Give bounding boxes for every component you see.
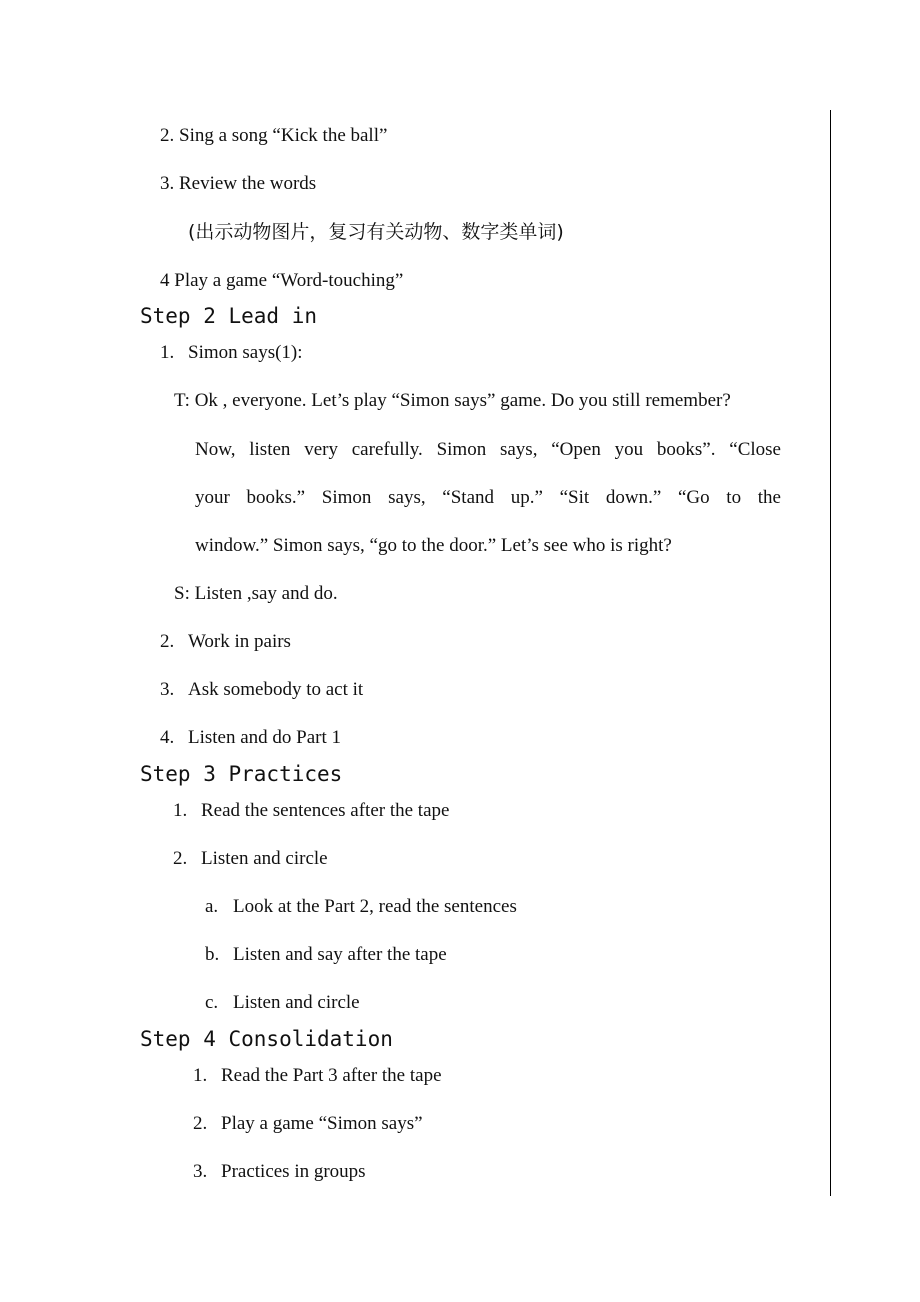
step3-item-1 xyxy=(173,799,449,823)
teacher-line-3: your books.” Simon says, “Stand up.” “Sit down.” “Go to the xyxy=(195,487,781,508)
step1-item-review: 3. Review the words xyxy=(160,173,317,194)
list-number: 1. xyxy=(160,342,175,363)
list-text: Work in pairs xyxy=(188,631,291,652)
list-number: 2. xyxy=(193,1113,208,1134)
step3-heading: Step 3 Practices xyxy=(140,762,343,786)
right-margin-rule xyxy=(830,110,831,1196)
step2-item-2 xyxy=(160,630,291,654)
step3-item-2 xyxy=(173,847,328,871)
teacher-line-1: T: Ok , everyone. Let’s play “Simon says” game. Do you still remember? xyxy=(174,390,731,411)
teacher-line-2: Now, listen very carefully. Simon says, “Open you books”. “Close xyxy=(195,439,781,460)
list-text: Look at the Part 2, read the sentences xyxy=(233,896,517,917)
step3-subitem-b xyxy=(205,943,447,967)
list-number: 2. xyxy=(173,848,188,869)
list-text: Ask somebody to act it xyxy=(188,679,364,700)
step1-item-sing: 2. Sing a song “Kick the ball” xyxy=(160,125,388,146)
step3-subitem-c xyxy=(205,991,360,1015)
student-line: S: Listen ,say and do. xyxy=(174,583,338,604)
list-letter: b. xyxy=(205,944,220,965)
list-text: Listen and circle xyxy=(233,992,360,1013)
step2-item-1 xyxy=(160,341,303,365)
list-text: Read the Part 3 after the tape xyxy=(221,1065,442,1086)
list-text: Practices in groups xyxy=(221,1161,366,1182)
list-letter: a. xyxy=(205,896,219,917)
list-number: 1. xyxy=(193,1065,208,1086)
step4-item-1 xyxy=(193,1064,442,1088)
list-text: Simon says(1): xyxy=(188,342,303,363)
list-text: Read the sentences after the tape xyxy=(201,800,450,821)
step4-item-3 xyxy=(193,1160,366,1184)
list-number: 2. xyxy=(160,631,175,652)
list-text: Listen and say after the tape xyxy=(233,944,447,965)
step3-subitem-a xyxy=(205,895,517,919)
list-number: 3. xyxy=(160,679,175,700)
list-number: 3. xyxy=(193,1161,208,1182)
step1-item-play: 4 Play a game “Word-touching” xyxy=(160,270,404,291)
list-number: 4. xyxy=(160,727,175,748)
step2-heading: Step 2 Lead in xyxy=(140,304,318,328)
list-text: Play a game “Simon says” xyxy=(221,1113,423,1134)
step4-item-2 xyxy=(193,1112,423,1136)
list-letter: c. xyxy=(205,992,219,1013)
step1-review-note: (出示动物图片，复习有关动物、数字类单词) xyxy=(188,221,564,243)
step4-heading: Step 4 Consolidation xyxy=(140,1027,393,1051)
teacher-line-4: window.” Simon says, “go to the door.” Let’s see who is right? xyxy=(195,535,672,556)
step2-item-3 xyxy=(160,678,363,702)
list-text: Listen and do Part 1 xyxy=(188,727,342,748)
step2-item-4 xyxy=(160,726,341,750)
list-text: Listen and circle xyxy=(201,848,328,869)
list-number: 1. xyxy=(173,800,188,821)
